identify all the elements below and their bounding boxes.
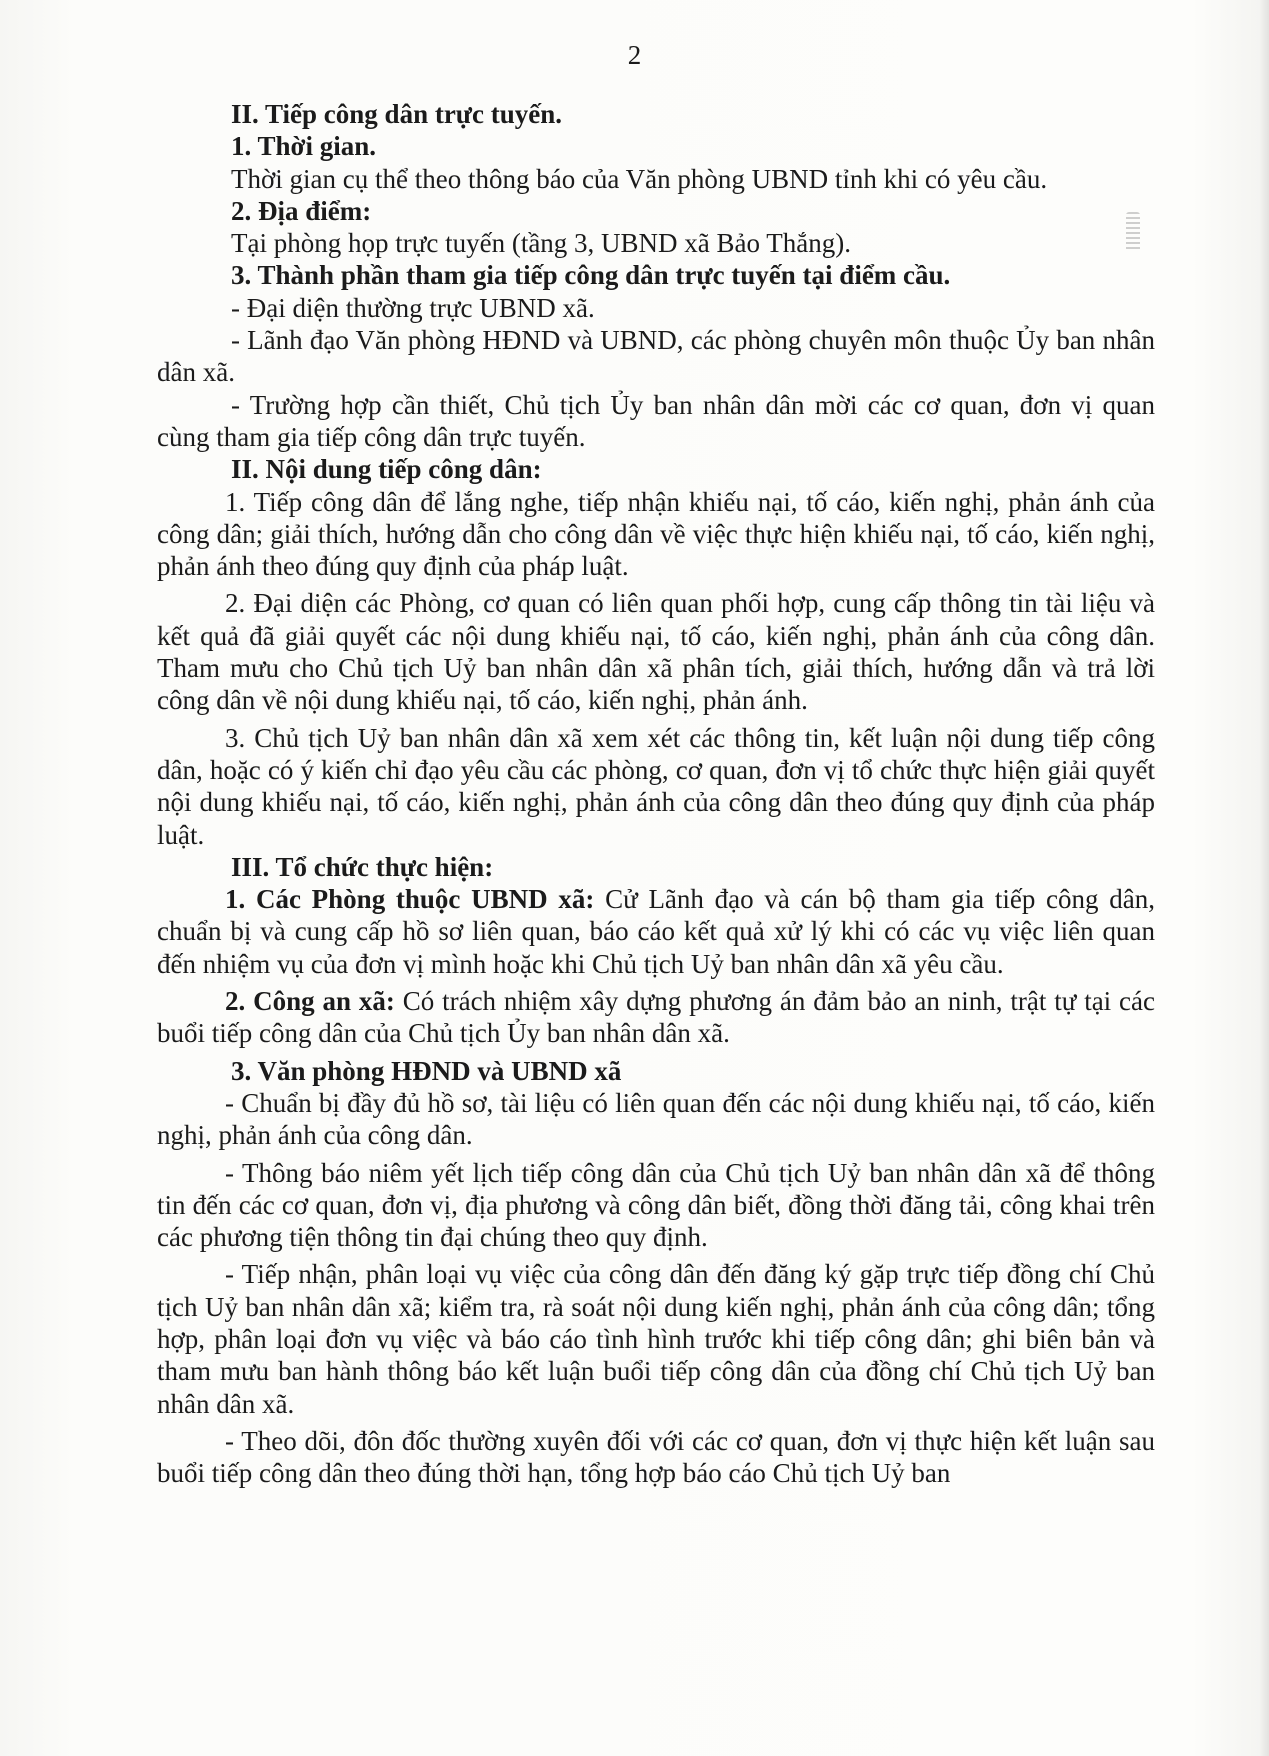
paragraph-office-1: - Chuẩn bị đầy đủ hồ sơ, tài liệu có liên quan đến các nội dung khiếu nại, tố cáo, kiến nghị, phản ánh của công dân. <box>157 1087 1155 1151</box>
paragraph-participant-2: - Lãnh đạo Văn phòng HĐND và UBND, các phòng chuyên môn thuộc Ủy ban nhân dân xã. <box>157 325 1155 388</box>
paragraph-implementation-departments <box>157 883 1155 980</box>
paragraph-content-3: 3. Chủ tịch Uỷ ban nhân dân xã xem xét các thông tin, kết luận nội dung tiếp công dân, hoặc có ý kiến chỉ đạo yêu cầu các phòng, cơ quan, đơn vị tổ chức thực hiện giải quyết nội dung khiếu nại, tố cáo, kiến nghị, phản ánh của công dân theo đúng quy định của pháp luật. <box>157 722 1155 850</box>
paragraph-implementation-police <box>157 985 1155 1050</box>
paragraph-content-1: 1. Tiếp công dân để lắng nghe, tiếp nhận khiếu nại, tố cáo, kiến nghị, phản ánh của công dân; giải thích, hướng dẫn cho công dân về việc thực hiện khiếu nại, tố cáo, kiến nghị, phản ánh theo đúng quy định của pháp luật. <box>157 486 1155 582</box>
paragraph-office-2: - Thông báo niêm yết lịch tiếp công dân của Chủ tịch Uỷ ban nhân dân xã để thông tin đến các cơ quan, đơn vị, địa phương và công dân biết, đồng thời đăng tải, công khai trên các phương tiện thông tin đại chúng theo quy định. <box>157 1157 1155 1253</box>
paragraph-office-3: - Tiếp nhận, phân loại vụ việc của công dân đến đăng ký gặp trực tiếp đồng chí Chủ tịch Uỷ ban nhân dân xã; kiểm tra, rà soát nội dung kiến nghị, phản ánh của công dân; tổng hợp, phân loại đơn vụ việc và báo cáo tình hình trước khi tiếp công dân; ghi biên bản và tham mưu ban hành thông báo kết luận buổi tiếp công dân của đồng chí Chủ tịch Uỷ ban nhân dân xã. <box>157 1259 1155 1419</box>
subheading-office: 3. Văn phòng HĐND và UBND xã <box>231 1055 622 1086</box>
subheading-time: 1. Thời gian. <box>231 131 377 162</box>
section-heading-implementation: III. Tổ chức thực hiện: <box>231 851 494 882</box>
paragraph-office-4: - Theo dõi, đôn đốc thường xuyên đối với các cơ quan, đơn vị thực hiện kết luận sau buổi tiếp công dân theo đúng thời hạn, tổng hợp báo cáo Chủ tịch Uỷ ban <box>157 1425 1155 1489</box>
paragraph-time: Thời gian cụ thể theo thông báo của Văn phòng UBND tỉnh khi có yêu cầu. <box>231 163 1048 194</box>
paragraph-content-2: 2. Đại diện các Phòng, cơ quan có liên quan phối hợp, cung cấp thông tin tài liệu và kết quả đã giải quyết các nội dung khiếu nại, tố cáo, kiến nghị, phản ánh của công dân. Tham mưu cho Chủ tịch Uỷ ban nhân dân xã phân tích, giải thích, hướng dẫn và trả lời công dân về nội dung khiếu nại, tố cáo, kiến nghị, phản ánh. <box>157 588 1155 716</box>
scan-artifact <box>1126 212 1140 252</box>
paragraph-location: Tại phòng họp trực tuyến (tầng 3, UBND xã Bảo Thắng). <box>231 228 852 259</box>
text-departments: Cử Lãnh đạo và cán bộ tham gia tiếp công dân, chuẩn bị và cung cấp hồ sơ liên quan, báo cáo kết quả xử lý khi có các vụ việc liên quan đến nhiệm vụ của đơn vị mình hoặc khi Chủ tịch Uỷ ban nhân dân xã yêu cầu. <box>157 884 1155 979</box>
subheading-location: 2. Địa điểm: <box>231 195 372 226</box>
paragraph-participant-1: - Đại diện thường trực UBND xã. <box>231 292 595 323</box>
section-heading-content: II. Nội dung tiếp công dân: <box>231 454 542 485</box>
paragraph-participant-3: - Trường hợp cần thiết, Chủ tịch Ủy ban nhân dân mời các cơ quan, đơn vị quan cùng tham gia tiếp công dân trực tuyến. <box>157 389 1155 452</box>
section-heading-online-reception: II. Tiếp công dân trực tuyến. <box>231 99 563 129</box>
page-number: 2 <box>627 40 642 70</box>
document-body <box>157 98 1155 1489</box>
lead-departments: 1. Các Phòng thuộc UBND xã: <box>225 884 595 915</box>
scan-edge-shadow <box>1259 0 1269 1756</box>
subheading-participants: 3. Thành phần tham gia tiếp công dân trực tuyến tại điểm cầu. <box>231 260 951 291</box>
lead-police: 2. Công an xã: <box>225 986 395 1017</box>
text-police: Có trách nhiệm xây dựng phương án đảm bảo an ninh, trật tự tại các buổi tiếp công dân của Chủ tịch Ủy ban nhân dân xã. <box>157 986 1155 1049</box>
